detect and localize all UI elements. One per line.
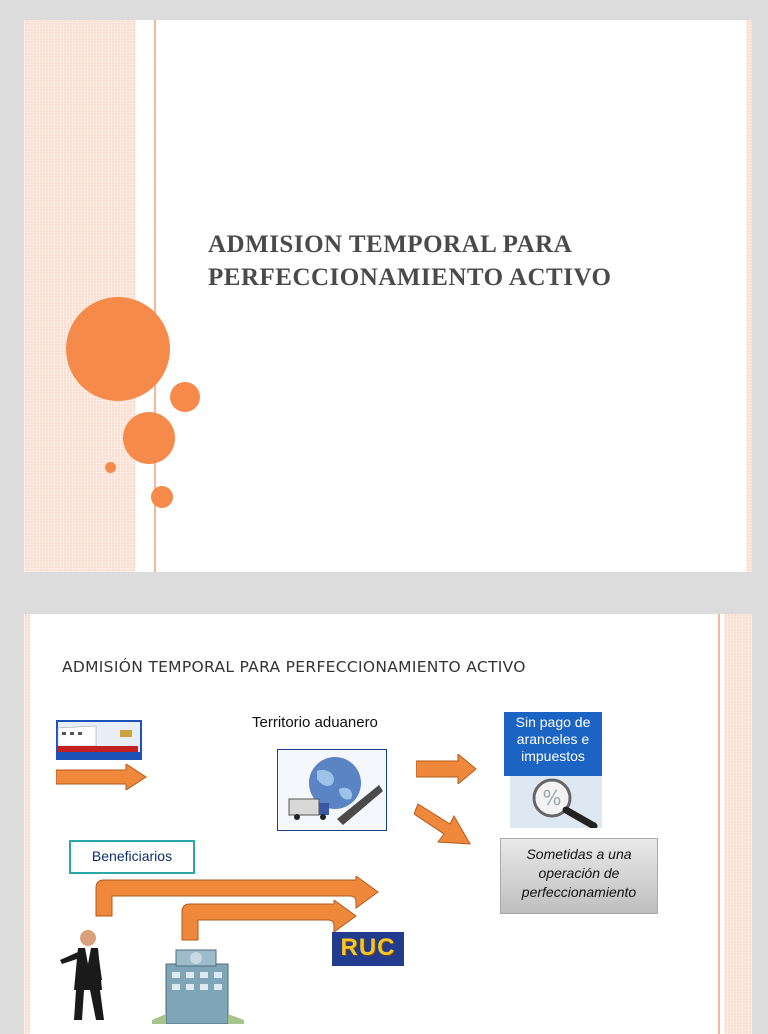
operation-box-line-1: Sometidas a una: [526, 846, 632, 862]
no-tax-box-line-1: Sin pago de: [515, 714, 591, 730]
arrow-right-icon: [56, 764, 148, 790]
slide-title-line-1: ADMISION TEMPORAL PARA: [208, 231, 573, 258]
decorative-circle-medium: [123, 412, 175, 464]
globe-truck-image: [277, 749, 387, 831]
decorative-circle-small: [151, 486, 173, 508]
svg-text:%: %: [542, 786, 562, 810]
slide-heading: ADMISIÓN TEMPORAL PARA PERFECCIONAMIENTO ACTIVO: [62, 658, 526, 676]
beneficiaries-box: Beneficiarios: [69, 840, 195, 874]
magnifier-percent-image: [510, 776, 602, 828]
ship-image: [56, 720, 142, 760]
content-slide: [24, 614, 752, 1034]
operation-box-line-2: operación de: [538, 865, 620, 881]
decorative-circle-small: [170, 382, 200, 412]
slide-title-line-2: PERFECCIONAMIENTO ACTIVO: [208, 264, 612, 291]
decorative-stripe-band-right: [746, 20, 752, 572]
arrow-down-right-icon: [414, 802, 474, 848]
no-tax-box: [504, 712, 602, 776]
no-tax-box-line-2: aranceles e: [516, 731, 590, 747]
businessman-image: [52, 924, 122, 1024]
decorative-circle-tiny: [105, 462, 116, 473]
operation-box-line-3: perfeccionamiento: [521, 884, 637, 900]
decorative-stripe-band-left: [24, 614, 30, 1034]
decorative-circle-large: [66, 297, 170, 401]
ruc-badge: RUC: [332, 932, 404, 966]
slide-title: [208, 228, 728, 294]
decorative-stripe-line: [718, 614, 720, 1034]
decorative-stripe-band-left: [24, 20, 136, 572]
company-building-image: [152, 944, 244, 1024]
operation-box: [500, 838, 658, 914]
title-slide: [24, 20, 752, 572]
decorative-stripe-band-right: [724, 614, 752, 1034]
arrow-right-icon: [416, 754, 478, 784]
no-tax-box-line-3: impuestos: [521, 748, 585, 764]
territory-label: Territorio aduanero: [252, 714, 378, 731]
